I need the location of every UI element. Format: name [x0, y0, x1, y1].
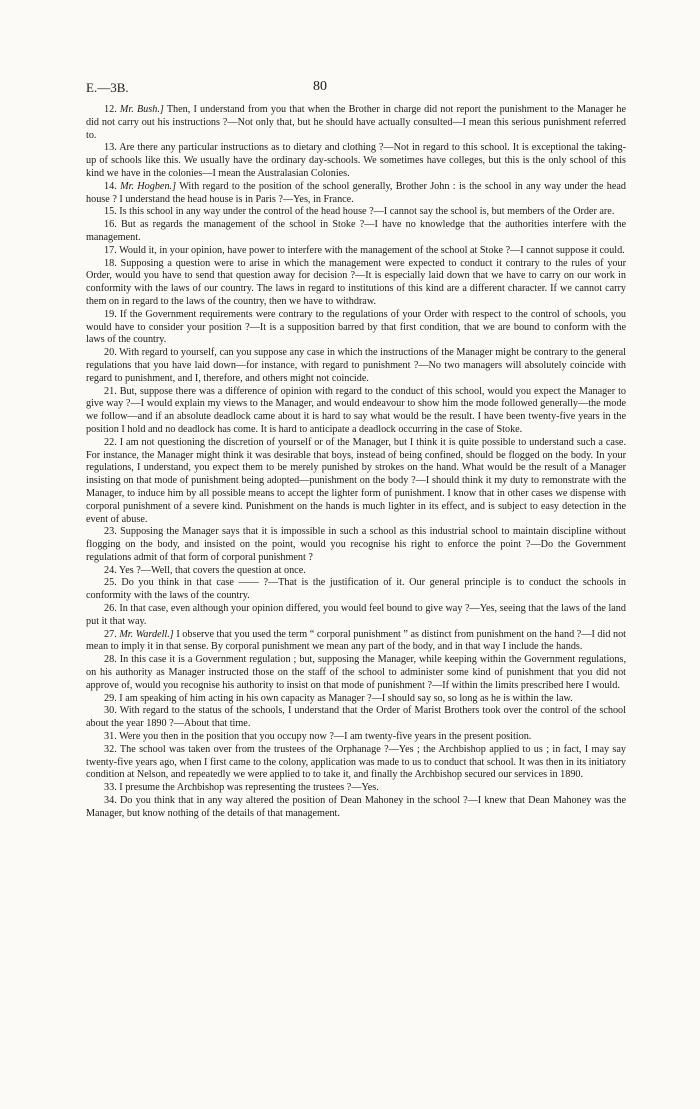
- question-text: Supposing a question were to arise in which the management were expected to conduct it contrary to the rules of your Order, would you have to send that question away for decision ?—It is especially laid down that we have to carry on our work in conformity with the laws of our country. The laws in regard to institutions of this kind are a different character. If we cannot carry them on in regard to the laws of the country, then we have to withdraw.: [86, 257, 627, 307]
- question-number: 12.: [104, 104, 117, 115]
- question-paragraph: [86, 206, 626, 219]
- question-text: Yes ?—Well, that covers the question at once.: [118, 564, 306, 576]
- question-paragraph: [86, 705, 626, 731]
- transcript-body: [86, 104, 626, 821]
- page-header: [86, 80, 626, 96]
- question-text: But, suppose there was a difference of opinion with regard to the conduct of this school, would you expect the Manager to give way ?—I would explain my views to the Manager, and would endeavour to show him the mode followed generally—the mode we follow—and if an absolute deadlock came about it is hard to say what would be the result. I have been twenty-five years in the position I hold and no deadlock has come. It is hard to anticipate a deadlock occurring in the case of Stoke.: [86, 385, 626, 435]
- question-text: Is this school in any way under the control of the head house ?—I cannot say the school is, but members of the Order are.: [119, 206, 615, 218]
- question-number: 13.: [104, 142, 117, 154]
- question-paragraph: [86, 795, 626, 821]
- question-text: Were you then in the position that you occupy now ?—I am twenty-five years in the present position.: [119, 731, 532, 743]
- question-number: 18.: [104, 257, 117, 269]
- question-paragraph: [86, 782, 626, 795]
- question-text: Would it, in your opinion, have power to interfere with the management of the school at Stoke ?—I cannot suppose it could.: [119, 244, 625, 256]
- question-number: 32.: [104, 743, 117, 755]
- question-number: 22.: [104, 436, 117, 448]
- question-paragraph: [86, 181, 626, 207]
- question-text: I am speaking of him acting in his own capacity as Manager ?—I should say so, so long as he is within the law.: [119, 692, 573, 704]
- question-text: Then, I understand from you that when the Brother in charge did not report the punishment to the Manager he did not carry out his instructions ?—Not only that, but he should have actually consulted—I mean this serious punishment referred to.: [86, 104, 626, 141]
- question-number: 29.: [104, 692, 117, 704]
- speaker-label: Mr. Bush.]: [119, 104, 164, 115]
- question-number: 27.: [104, 628, 117, 640]
- question-text: In that case, even although your opinion differed, you would feel bound to give way ?—Yes, seeing that the laws of the land put it that way.: [86, 603, 626, 627]
- question-number: 16.: [104, 219, 117, 231]
- document-reference: E.—3B.: [86, 80, 129, 95]
- question-paragraph: [86, 104, 626, 142]
- question-paragraph: [86, 258, 626, 309]
- question-text: But as regards the management of the school in Stoke ?—I have no knowledge that the authorities interfere with the management.: [86, 219, 626, 243]
- question-number: 30.: [104, 705, 117, 717]
- page-number: 80: [313, 79, 327, 94]
- question-text: With regard to the position of the school generally, Brother John : is the school in any way under the head house ? I understand the head house is in Paris ?—Yes, in France.: [86, 180, 626, 205]
- question-paragraph: [86, 603, 626, 629]
- question-paragraph: [86, 731, 626, 744]
- question-paragraph: [86, 693, 626, 706]
- question-number: 31.: [104, 731, 117, 743]
- question-paragraph: [86, 629, 626, 655]
- speaker-label: Mr. Hogben.]: [120, 180, 177, 192]
- question-number: 20.: [104, 347, 117, 359]
- question-text: Supposing the Manager says that it is impossible in such a school as this industrial school to maintain discipline without flogging on the body, and insisted on the point, would you recognise his right to enforce the point ?—Do the Government regulations admit of that form of corporal punishment ?: [86, 526, 627, 563]
- question-paragraph: [86, 437, 626, 527]
- question-paragraph: [86, 565, 626, 578]
- question-number: 26.: [104, 603, 117, 615]
- question-text: In this case it is a Government regulation ; but, supposing the Manager, while keeping within the Government regulations, on his authority as Manager instructed those on the staff of the school to administer some kind of punishment that you did not approve of, would you recognise his authority to insist on that mode of punishment ?—If within the limits prescribed here I would.: [86, 654, 627, 691]
- question-text: With regard to the status of the schools, I understand that the Order of Marist Brothers took over the control of the school about the year 1890 ?—About that time.: [86, 705, 626, 730]
- question-paragraph: [86, 219, 626, 245]
- speaker-label: Mr. Wardell.]: [119, 628, 174, 640]
- question-number: 28.: [104, 654, 117, 666]
- question-paragraph: [86, 347, 626, 385]
- question-paragraph: [86, 386, 626, 437]
- question-number: 17.: [104, 244, 117, 256]
- question-text: If the Government requirements were contrary to the regulations of your Order with respect to the control of schools, you would have to consider your position ?—It is a supposition barred by that first condition, that we are bound to conform with the laws of the country.: [86, 308, 627, 346]
- question-number: 25.: [104, 577, 117, 589]
- question-number: 15.: [104, 206, 117, 218]
- question-paragraph: [86, 654, 626, 692]
- question-text: With regard to yourself, can you suppose any case in which the instructions of the Manager might be contrary to the general regulations that you have laid down—for instance, with regard to punishment ?—No two managers will absolutely coincide with regard to punishment, and I, therefore, and others might not coincide.: [86, 347, 626, 384]
- question-text: Do you think in that case —— ?—That is the justification of it. Our general principle is to conduct the schools in conformity with the laws of the country.: [86, 577, 627, 602]
- question-number: 21.: [104, 385, 117, 397]
- question-text: The school was taken over from the trustees of the Orphanage ?—Yes ; the Archbishop applied to us ; in fact, I may say twenty-five years ago, when I first came to the colony, application was made to us to conduct that school. It was then in its initiatory condition at Nelson, and repeatedly we were applied to to take it, and finally the Archbishop secured our services in 1890.: [86, 743, 626, 781]
- question-number: 24.: [104, 564, 117, 576]
- question-text: I presume the Archbishop was representing the trustees ?—Yes.: [119, 782, 379, 794]
- question-text: I am not questioning the discretion of yourself or of the Manager, but I think it is quite possible to understand such a case. For instance, the Manager might think it was desirable that boys, instead of being confined, should be flogged on the body. In your regulations, I understand, you expect them to be merely punished by strokes on the hand. What would be the result of a Manager insisting on that mode of punishment being adopted—punishment on the body ?—I should think it my duty to remonstrate with the Manager, to induce him by all possible means to accept the lighter form of punishment. I know that in other cases we dispense with corporal punishment of a severe kind. Punishment on the hands is much lighter in its effect, and is subject to easy detection in the event of abuse.: [86, 436, 626, 525]
- question-number: 14.: [104, 180, 117, 192]
- question-paragraph: [86, 245, 626, 258]
- question-paragraph: [86, 142, 626, 180]
- question-text: I observe that you used the term “ corporal punishment ” as distinct from punishment on the hand ?—I did not mean to imply it in that sense. By corporal punishment we mean any part of the body, and in that way I include the hands.: [86, 628, 627, 653]
- question-paragraph: [86, 526, 626, 564]
- question-text: Do you think that in any way altered the position of Dean Mahoney in the school ?—I knew that Dean Mahoney was the Manager, but know nothing of the details of that management.: [86, 795, 626, 819]
- question-number: 23.: [104, 526, 117, 538]
- question-number: 33.: [104, 782, 117, 794]
- question-text: Are there any particular instructions as to dietary and clothing ?—Not in regard to this school. It is exceptional the taking-up of schools like this. We usually have the ordinary day-schools. We sometimes have colleges, but this is the only school of this kind we have in the colonies—I mean the Australasian Colonies.: [86, 142, 626, 179]
- question-number: 34.: [104, 795, 117, 807]
- question-number: 19.: [104, 308, 117, 320]
- question-paragraph: [86, 744, 626, 782]
- question-paragraph: [86, 577, 626, 603]
- question-paragraph: [86, 309, 626, 347]
